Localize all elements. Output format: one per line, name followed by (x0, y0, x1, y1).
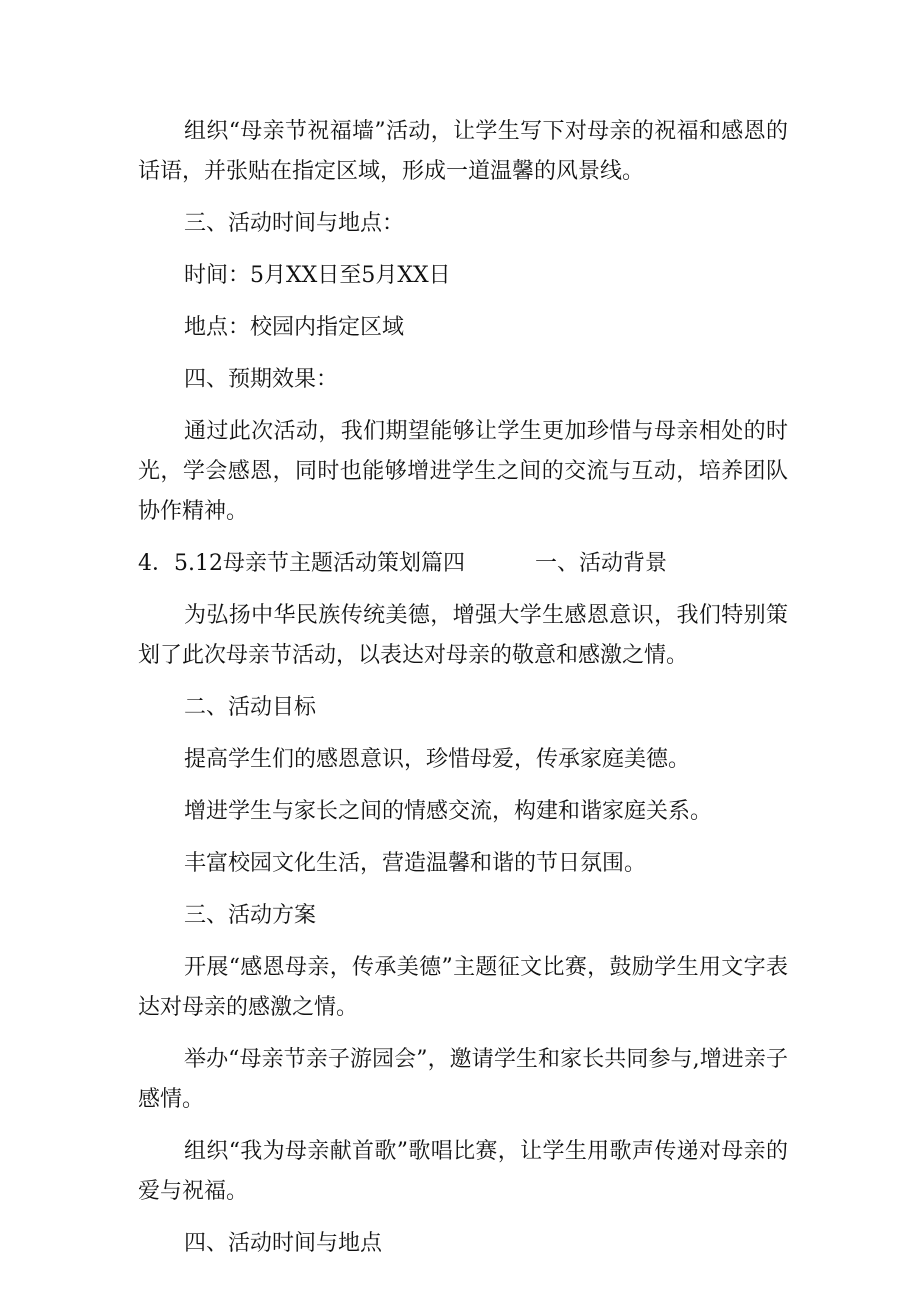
heading-expected-effect: 四、预期效果： (184, 367, 339, 392)
heading-time-place: 三、活动时间与地点： (184, 211, 405, 236)
document-body (138, 112, 788, 1264)
goal-item-1: 提高学生们的感恩意识，珍惜母爱，传承家庭美德。 (184, 747, 691, 772)
heading-time-place-2: 四、活动时间与地点 (184, 1231, 383, 1256)
section-subtitle: 一、活动背景 (534, 551, 667, 576)
plan-item-singing: 组织“我为母亲献首歌”歌唱比赛，让学生用歌声传递对母亲的爱与祝福。 (138, 1139, 788, 1204)
goal-item-2: 增进学生与家长之间的情感交流，构建和谐家庭关系。 (184, 799, 713, 824)
section-heading-4 (138, 544, 788, 584)
time-line: 时间：5月XX日至5月XX日 (184, 263, 451, 288)
place-line: 地点：校园内指定区域 (184, 315, 405, 340)
paragraph-expected-effect: 通过此次活动，我们期望能够让学生更加珍惜与母亲相处的时光，学会感恩，同时也能够增进学生之间的交流与互动，培养团队协作精神。 (138, 419, 788, 524)
heading-goals: 二、活动目标 (184, 695, 317, 720)
plan-item-garden-party: 举办“母亲节亲子游园会”，邀请学生和家长共同参与,增进亲子感情。 (138, 1047, 788, 1112)
goal-item-3: 丰富校园文化生活，营造温馨和谐的节日氛围。 (184, 851, 647, 876)
paragraph-background: 为弘扬中华民族传统美德，增强大学生感恩意识，我们特别策划了此次母亲节活动，以表达对母亲的敬意和感激之情。 (138, 603, 788, 668)
plan-item-essay: 开展“感恩母亲，传承美德”主题征文比赛，鼓励学生用文字表达对母亲的感激之情。 (138, 955, 788, 1020)
heading-plan: 三、活动方案 (184, 903, 317, 928)
section-title: 4．5.12母亲节主题活动策划篇四 (138, 551, 465, 576)
paragraph-blessing-wall: 组织“母亲节祝福墙”活动，让学生写下对母亲的祝福和感恩的话语，并张贴在指定区域，形成一道温馨的风景线。 (138, 119, 788, 184)
